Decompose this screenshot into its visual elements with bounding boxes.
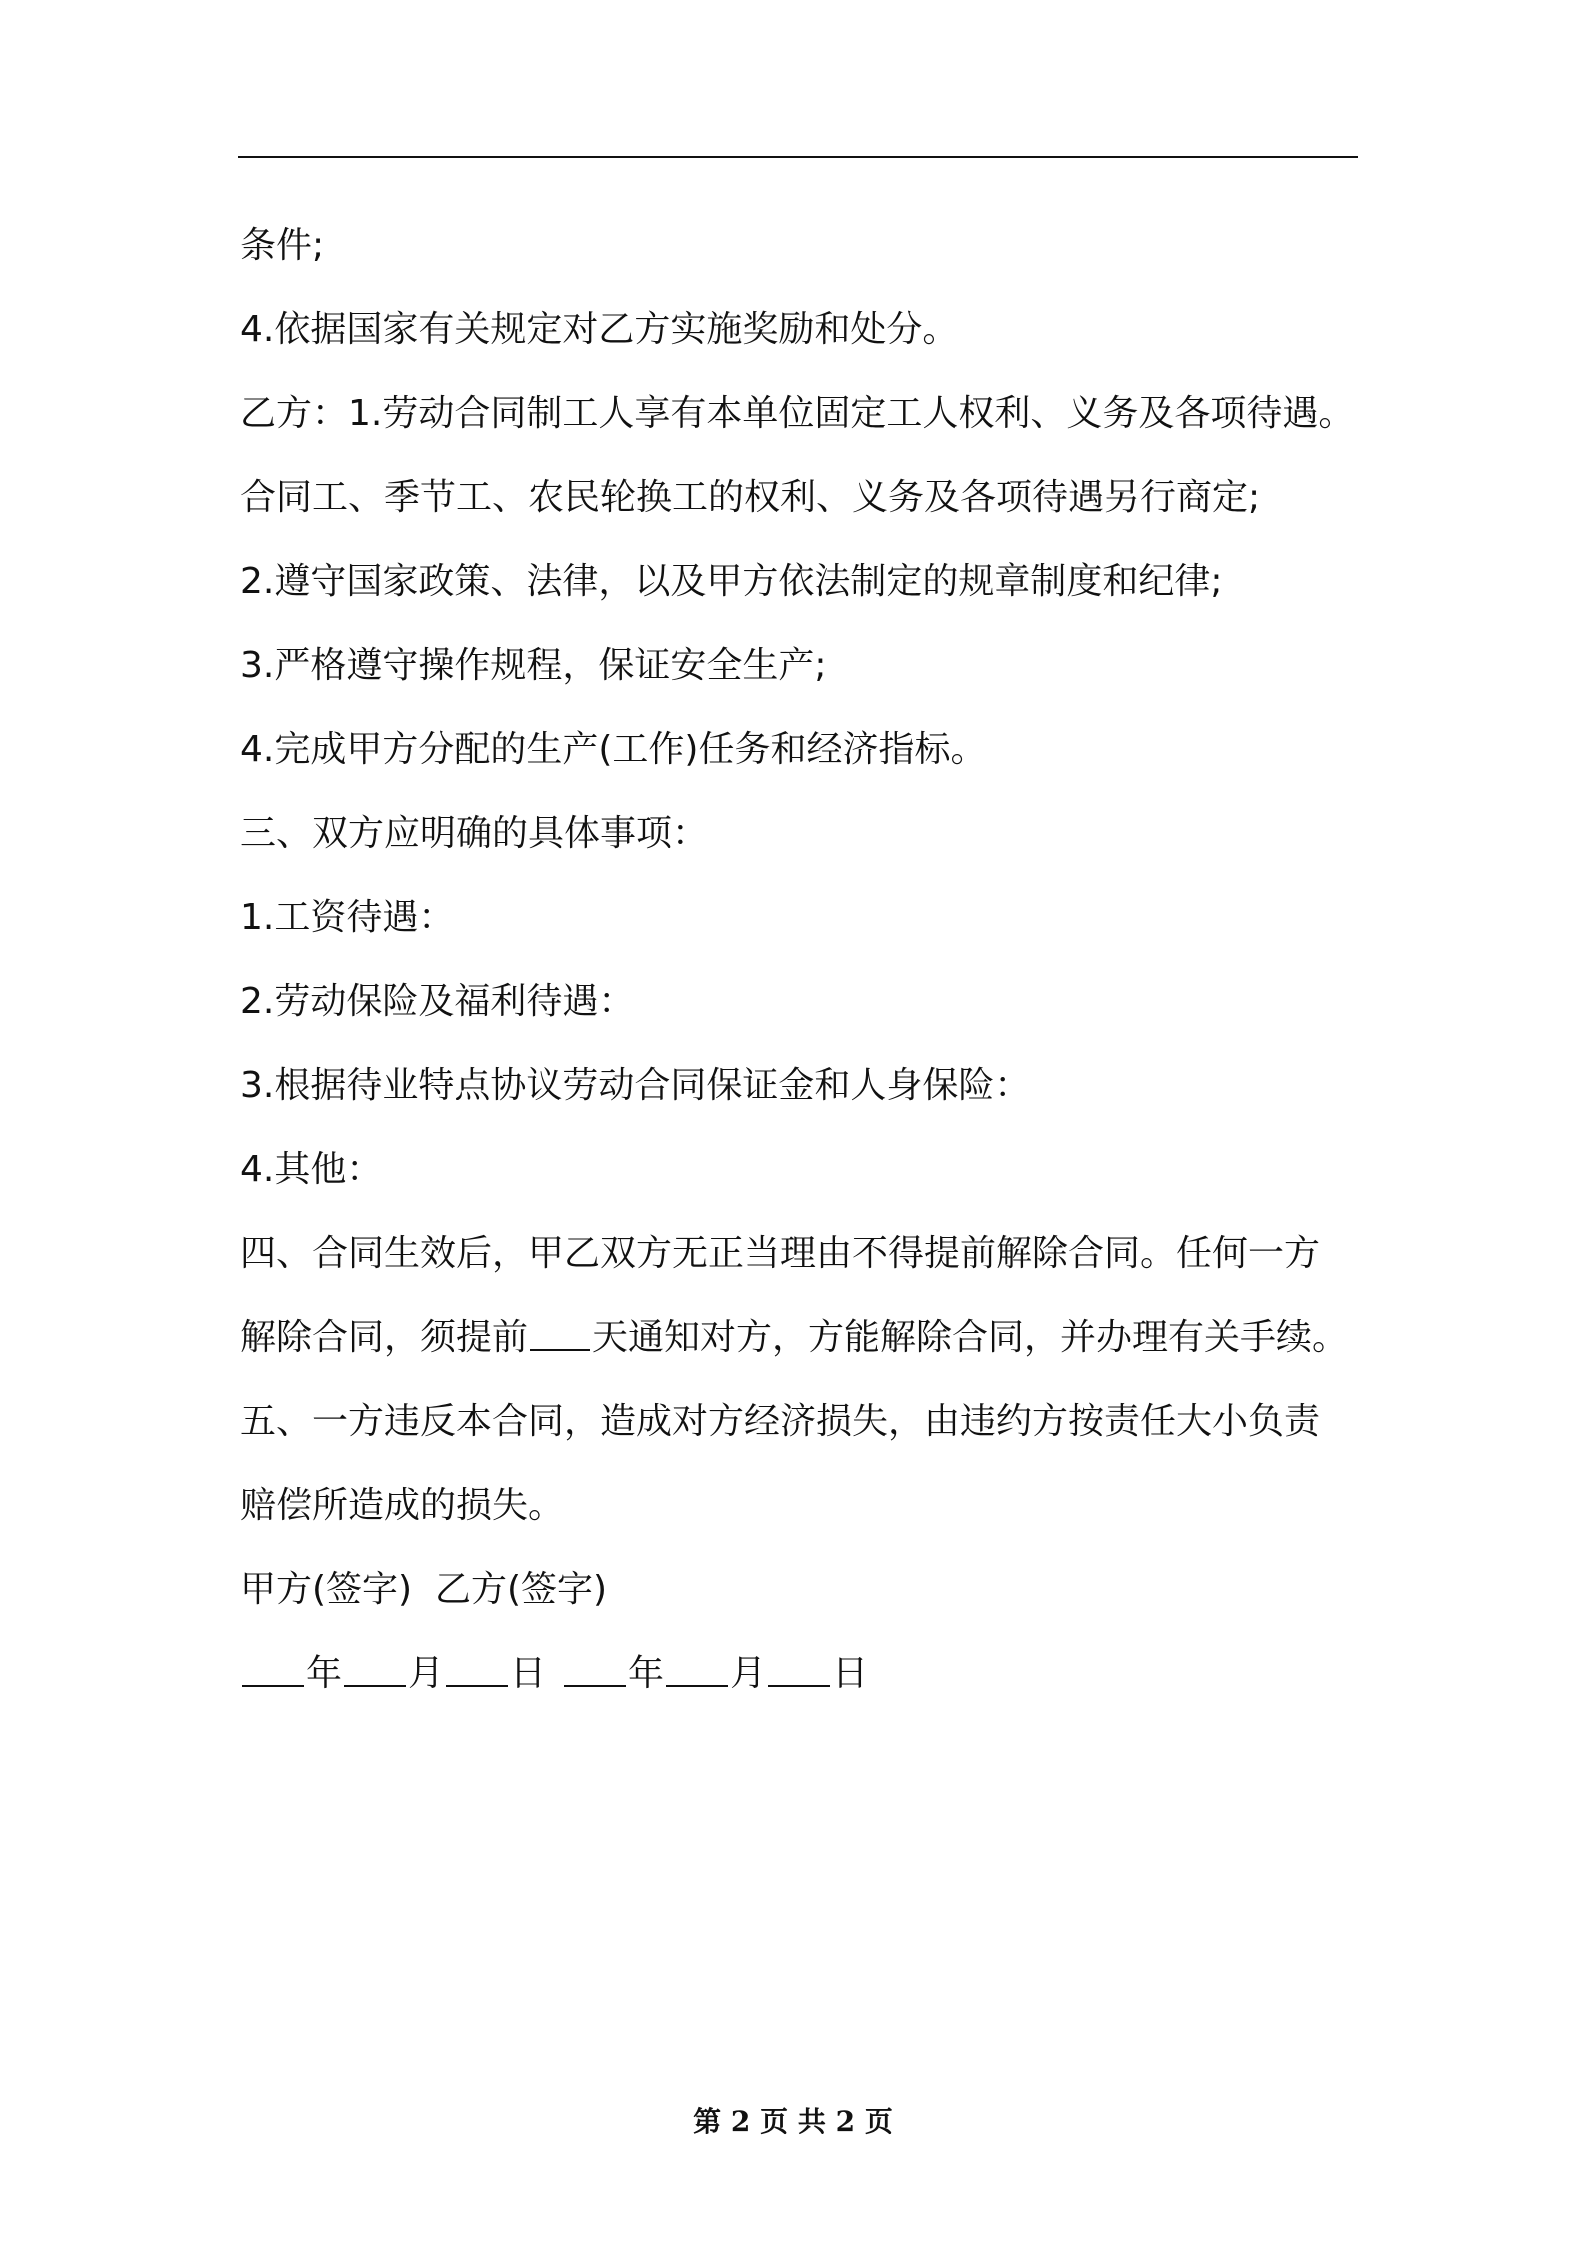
text-line: 五、一方违反本合同，造成对方经济损失，由违约方按责任大小负责: [240, 1401, 1321, 1442]
header-divider: [238, 156, 1358, 158]
day-label: 日: [510, 1653, 547, 1694]
notice-period-line: [240, 1296, 1360, 1380]
year-label: 年: [628, 1653, 665, 1694]
year-label: 年: [306, 1653, 343, 1694]
text-line: 4.其他：: [240, 1149, 383, 1190]
party-a-year-blank[interactable]: [242, 1649, 304, 1687]
text-line: 条件;: [240, 225, 325, 266]
date-line: [240, 1632, 1360, 1716]
notice-days-blank[interactable]: [530, 1313, 590, 1351]
text-line: 3.严格遵守操作规程，保证安全生产;: [240, 645, 827, 686]
text-line: 合同工、季节工、农民轮换工的权利、义务及各项待遇另行商定;: [240, 477, 1261, 518]
party-b-month-blank[interactable]: [666, 1649, 728, 1687]
party-a-day-blank[interactable]: [446, 1649, 508, 1687]
section-heading: 三、双方应明确的具体事项：: [240, 813, 709, 854]
text-line: 4.依据国家有关规定对乙方实施奖励和处分。: [240, 309, 959, 350]
text-line: 4.完成甲方分配的生产(工作)任务和经济指标。: [240, 729, 987, 770]
notice-text-after: 天通知对方，方能解除合同，并办理有关手续。: [592, 1317, 1349, 1358]
text-line: 3.根据待业特点协议劳动合同保证金和人身保险：: [240, 1065, 1031, 1106]
day-label: 日: [832, 1653, 869, 1694]
party-b-day-blank[interactable]: [768, 1649, 830, 1687]
text-line: 2.遵守国家政策、法律，以及甲方依法制定的规章制度和纪律;: [240, 561, 1223, 602]
notice-text-before: 解除合同，须提前: [240, 1317, 529, 1358]
signature-line: 甲方(签字) 乙方(签字): [240, 1569, 608, 1610]
text-line: 1.工资待遇：: [240, 897, 455, 938]
party-a-month-blank[interactable]: [344, 1649, 406, 1687]
page-number: 第 2 页 共 2 页: [693, 2105, 893, 2138]
document-body: [240, 204, 1360, 1716]
text-line: 赔偿所造成的损失。: [240, 1485, 565, 1526]
text-line: 四、合同生效后，甲乙双方无正当理由不得提前解除合同。任何一方: [240, 1233, 1321, 1274]
text-line: 乙方：1.劳动合同制工人享有本单位固定工人权利、义务及各项待遇。: [240, 393, 1355, 434]
text-line: 2.劳动保险及福利待遇：: [240, 981, 635, 1022]
month-label: 月: [730, 1653, 767, 1694]
month-label: 月: [408, 1653, 445, 1694]
party-b-year-blank[interactable]: [564, 1649, 626, 1687]
